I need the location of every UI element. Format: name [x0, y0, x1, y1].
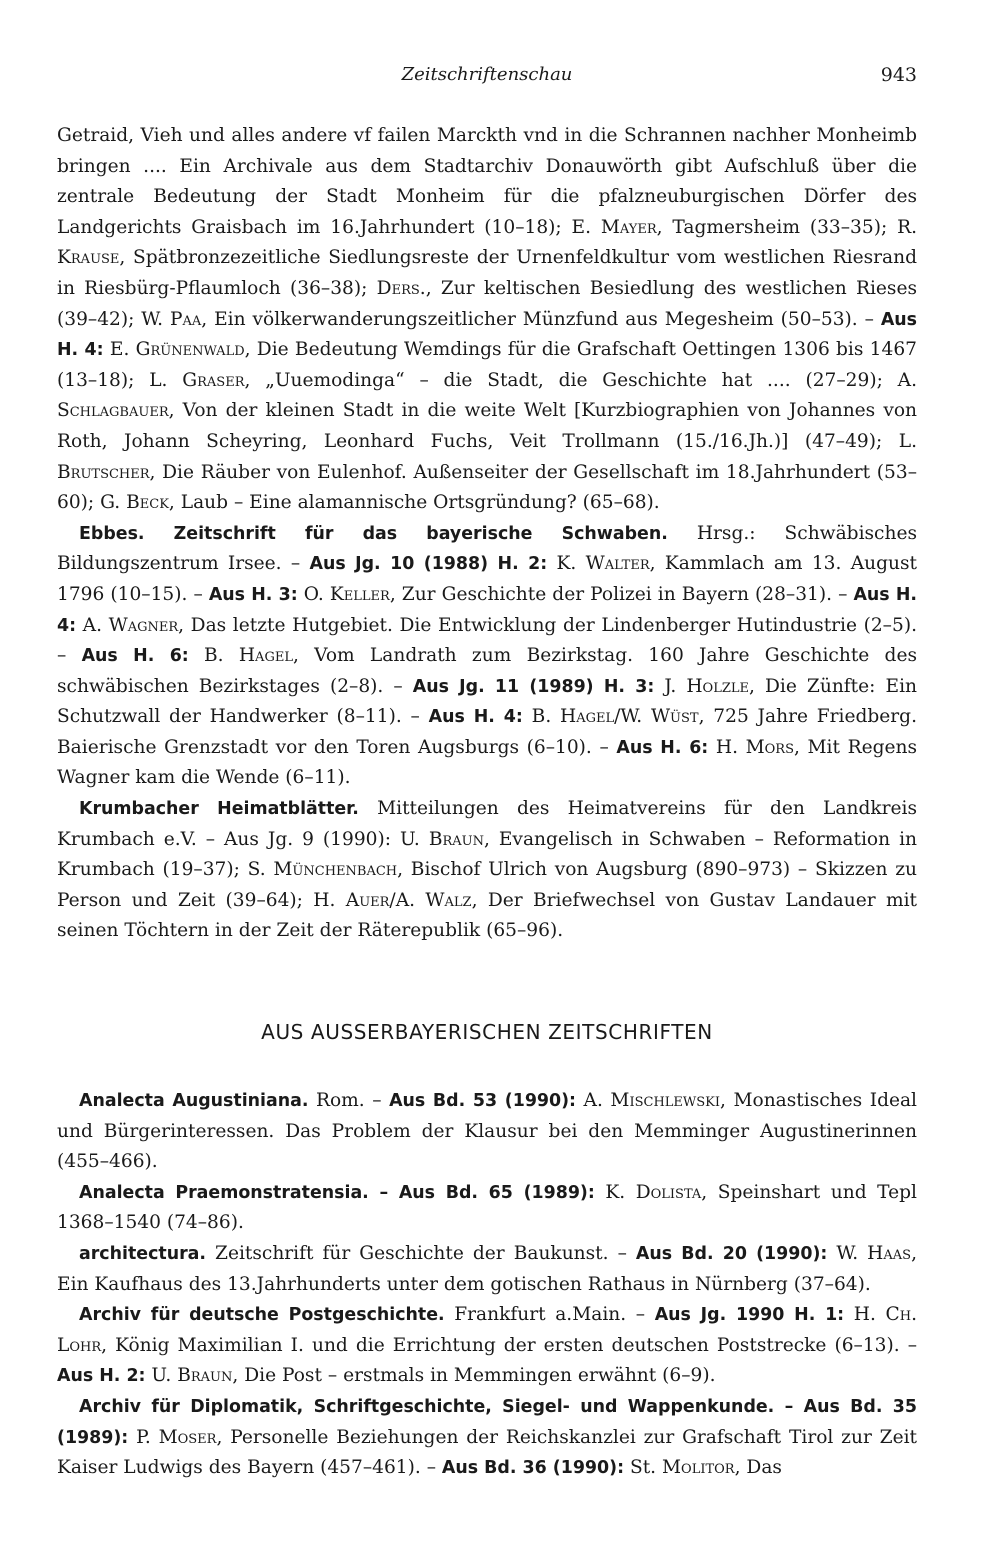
journal-title: architectura.	[79, 1244, 206, 1264]
author-name: Beck	[126, 492, 169, 514]
issue-ref: Aus Bd. 53 (1990):	[389, 1091, 577, 1112]
author-name: Auer/A. Walz	[345, 889, 472, 911]
author-name: Holzle	[686, 675, 750, 697]
entry-analecta-praemonstratensia: Analecta Praemonstratensia. – Aus Bd. 65 (1989): K. Dolista, Speinshart und Tepl 1368–1540 (74–86).	[57, 1181, 917, 1234]
author-name: Molitor	[662, 1457, 735, 1479]
issue-ref: Aus Jg. 10 (1988) H. 2:	[309, 554, 548, 575]
author-name: Ch. Lohr	[57, 1304, 917, 1356]
entry-analecta-augustiniana: Analecta Augustiniana. Rom. – Aus Bd. 53 (1990): A. Mischlewski, Monastisches Ideal und Bürgerinteressen. Das Problem der Klausur bei den Memminger Augustinerinnen (455–466).	[57, 1090, 918, 1173]
entry-architectura: architectura. Zeitschrift für Geschichte der Baukunst. – Aus Bd. 20 (1990): W. Haas, Ein Kaufhaus des 13.Jahrhunderts unter dem gotischen Rathaus in Nürnberg (37–64).	[57, 1243, 917, 1295]
section-heading: AUS AUSSERBAYERISCHEN ZEITSCHRIFTEN	[261, 1020, 713, 1045]
author-name: Walter	[585, 553, 650, 575]
author-name: Wagner	[108, 614, 179, 636]
issue-ref: Aus Jg. 1990 H. 1:	[654, 1305, 845, 1326]
issue-ref: Aus H. 2:	[57, 1366, 146, 1387]
journal-title: Archiv für Diplomatik, Schriftgeschichte, Siegel- und Wappenkunde. – Aus Bd. 35 (1989):	[57, 1396, 917, 1448]
issue-ref: Aus H. 6:	[81, 646, 189, 667]
author-name: Ders.	[376, 277, 426, 299]
author-name: Braun	[177, 1365, 233, 1387]
page-header	[57, 64, 917, 94]
author-name: Mischlewski	[610, 1090, 721, 1112]
author-name: Keller	[329, 583, 390, 605]
issue-ref: Aus H. 6:	[616, 737, 709, 758]
author-name: Braun	[428, 828, 484, 850]
issue-ref: Aus H. 4:	[57, 309, 918, 361]
page-number: 943	[880, 64, 917, 86]
issue-ref: Aus Jg. 11 (1989) H. 3:	[412, 676, 655, 697]
author-name: Paa	[169, 308, 202, 330]
journal-title: Krumbacher Heimatblätter.	[79, 799, 359, 820]
author-name: Graser	[182, 369, 245, 391]
author-name: Mors	[745, 736, 794, 758]
author-name: Krause	[57, 247, 120, 269]
issue-ref: Aus Bd. 36 (1990):	[441, 1458, 625, 1479]
journal-title: Analecta Praemonstratensia. – Aus Bd. 65 (1989):	[79, 1182, 595, 1203]
entry-archiv-postgeschichte: Archiv für deutsche Postgeschichte. Frankfurt a.Main. – Aus Jg. 1990 H. 1: H. Ch. Lohr, König Maximilian I. und die Errichtung der ersten deutschen Poststrecke (6–13). – Aus H. 2: U. Braun, Die Post – erstmals in Memmingen erwähnt (6–9).	[57, 1304, 917, 1387]
entry-archiv-diplomatik: Archiv für Diplomatik, Schriftgeschichte, Siegel- und Wappenkunde. – Aus Bd. 35 (1989): P. Moser, Personelle Beziehungen der Reichskanzlei zur Grafschaft Tirol zur Zeit Kaiser Ludwigs des Bayern (457–461). – Aus Bd. 36 (1990): St. Molitor, Das	[57, 1396, 917, 1479]
author-name: Haas	[867, 1243, 912, 1264]
entry-rieser-continuation: Getraid, Vieh und alles andere vf failen Marckth vnd in die Schrannen nachher Monheimb bringen .... Ein Archivale aus dem Stadtarchiv Donauwörth gibt Aufschluß über die zentrale Bedeutung der Stadt Monheim für die pfalzneuburgischen Dörfer des Landgerichts Graisbach im 16.Jahrhundert (10–18); E. Mayer, Tagmersheim (33–35); R. Krause, Spätbronzezeitliche Siedlungsreste der Urnenfeldkultur vom westlichen Riesrand in Riesbürg-Pflaumloch (36–38); Ders., Zur keltischen Besiedlung des westlichen Rieses (39–42); W. Paa, Ein völkerwanderungszeitlicher Münzfund aus Megesheim (50–53). – Aus H. 4: E. Grünenwald, Die Bedeutung Wemdings für die Grafschaft Oettingen 1306 bis 1467 (13–18); L. Graser, „Uuemodinga“ – die Stadt, die Geschichte hat .... (27–29); A. Schlagbauer, Von der kleinen Stadt in die weite Welt [Kurzbiographien von Johannes von Roth, Johann Scheyring, Leonhard Fuchs, Veit Trollmann (15./16.Jh.)] (47–49); L. Brutscher, Die Räuber von Eulenhof. Außenseiter der Gesellschaft im 18.Jahrhundert (53–60); G. Beck, Laub – Eine alamannische Ortsgründung? (65–68).	[57, 125, 918, 514]
issue-ref: Aus H. 4:	[57, 584, 918, 636]
author-name: Schlagbauer	[57, 400, 169, 422]
author-name: Münchenbach	[273, 859, 398, 881]
author-name: Dolista	[635, 1181, 702, 1203]
author-name: Hagel	[238, 645, 293, 667]
author-name: Hagel/W. Wüst	[560, 706, 699, 728]
author-name: Grünenwald	[135, 339, 245, 361]
page-body	[57, 121, 917, 1484]
issue-ref: Aus H. 3:	[208, 584, 298, 605]
author-name: Brutscher	[57, 461, 150, 483]
journal-title: Archiv für deutsche Postgeschichte.	[79, 1305, 445, 1326]
entry-krumbacher: Krumbacher Heimatblätter. Mitteilungen des Heimatvereins für den Landkreis Krumbach e.V. – Aus Jg. 9 (1990): U. Braun, Evangelisch in Schwaben – Reformation in Krumbach (19–37); S. Münchenbach, Bischof Ulrich von Augsburg (890–973) – Skizzen zu Person und Zeit (39–64); H. Auer/A. Walz, Der Briefwechsel von Gustav Landauer mit seinen Töchtern in der Zeit der Räterepublik (65–96).	[57, 798, 918, 942]
running-title: Zeitschriftenschau	[401, 64, 573, 85]
entry-ebbes: Ebbes. Zeitschrift für das bayerische Schwaben. Hrsg.: Schwäbisches Bildungszentrum Irsee. – Aus Jg. 10 (1988) H. 2: K. Walter, Kammlach am 13. August 1796 (10–15). – Aus H. 3: O. Keller, Zur Geschichte der Polizei in Bayern (28–31). – Aus H. 4: A. Wagner, Das letzte Hutgebiet. Die Entwicklung der Lindenberger Hutindustrie (2–5). – Aus H. 6: B. Hagel, Vom Landrath zum Bezirkstag. 160 Jahre Geschichte des schwäbischen Bezirkstages (2–8). – Aus Jg. 11 (1989) H. 3: J. Holzle, Die Zünfte: Ein Schutzwall der Handwerker (8–11). – Aus H. 4: B. Hagel/W. Wüst, 725 Jahre Friedberg. Baierische Grenzstadt vor den Toren Augsburgs (6–10). – Aus H. 6: H. Mors, Mit Regens Wagner kam die Wende (6–11).	[57, 522, 918, 789]
journal-title: Ebbes. Zeitschrift für das bayerische Schwaben.	[79, 523, 668, 544]
issue-ref: Aus Bd. 20 (1990):	[635, 1244, 828, 1264]
issue-ref: Aus H. 4:	[428, 707, 523, 728]
journal-title: Analecta Augustiniana.	[79, 1091, 309, 1112]
author-name: Mayer	[600, 216, 657, 238]
author-name: Moser	[158, 1426, 217, 1448]
